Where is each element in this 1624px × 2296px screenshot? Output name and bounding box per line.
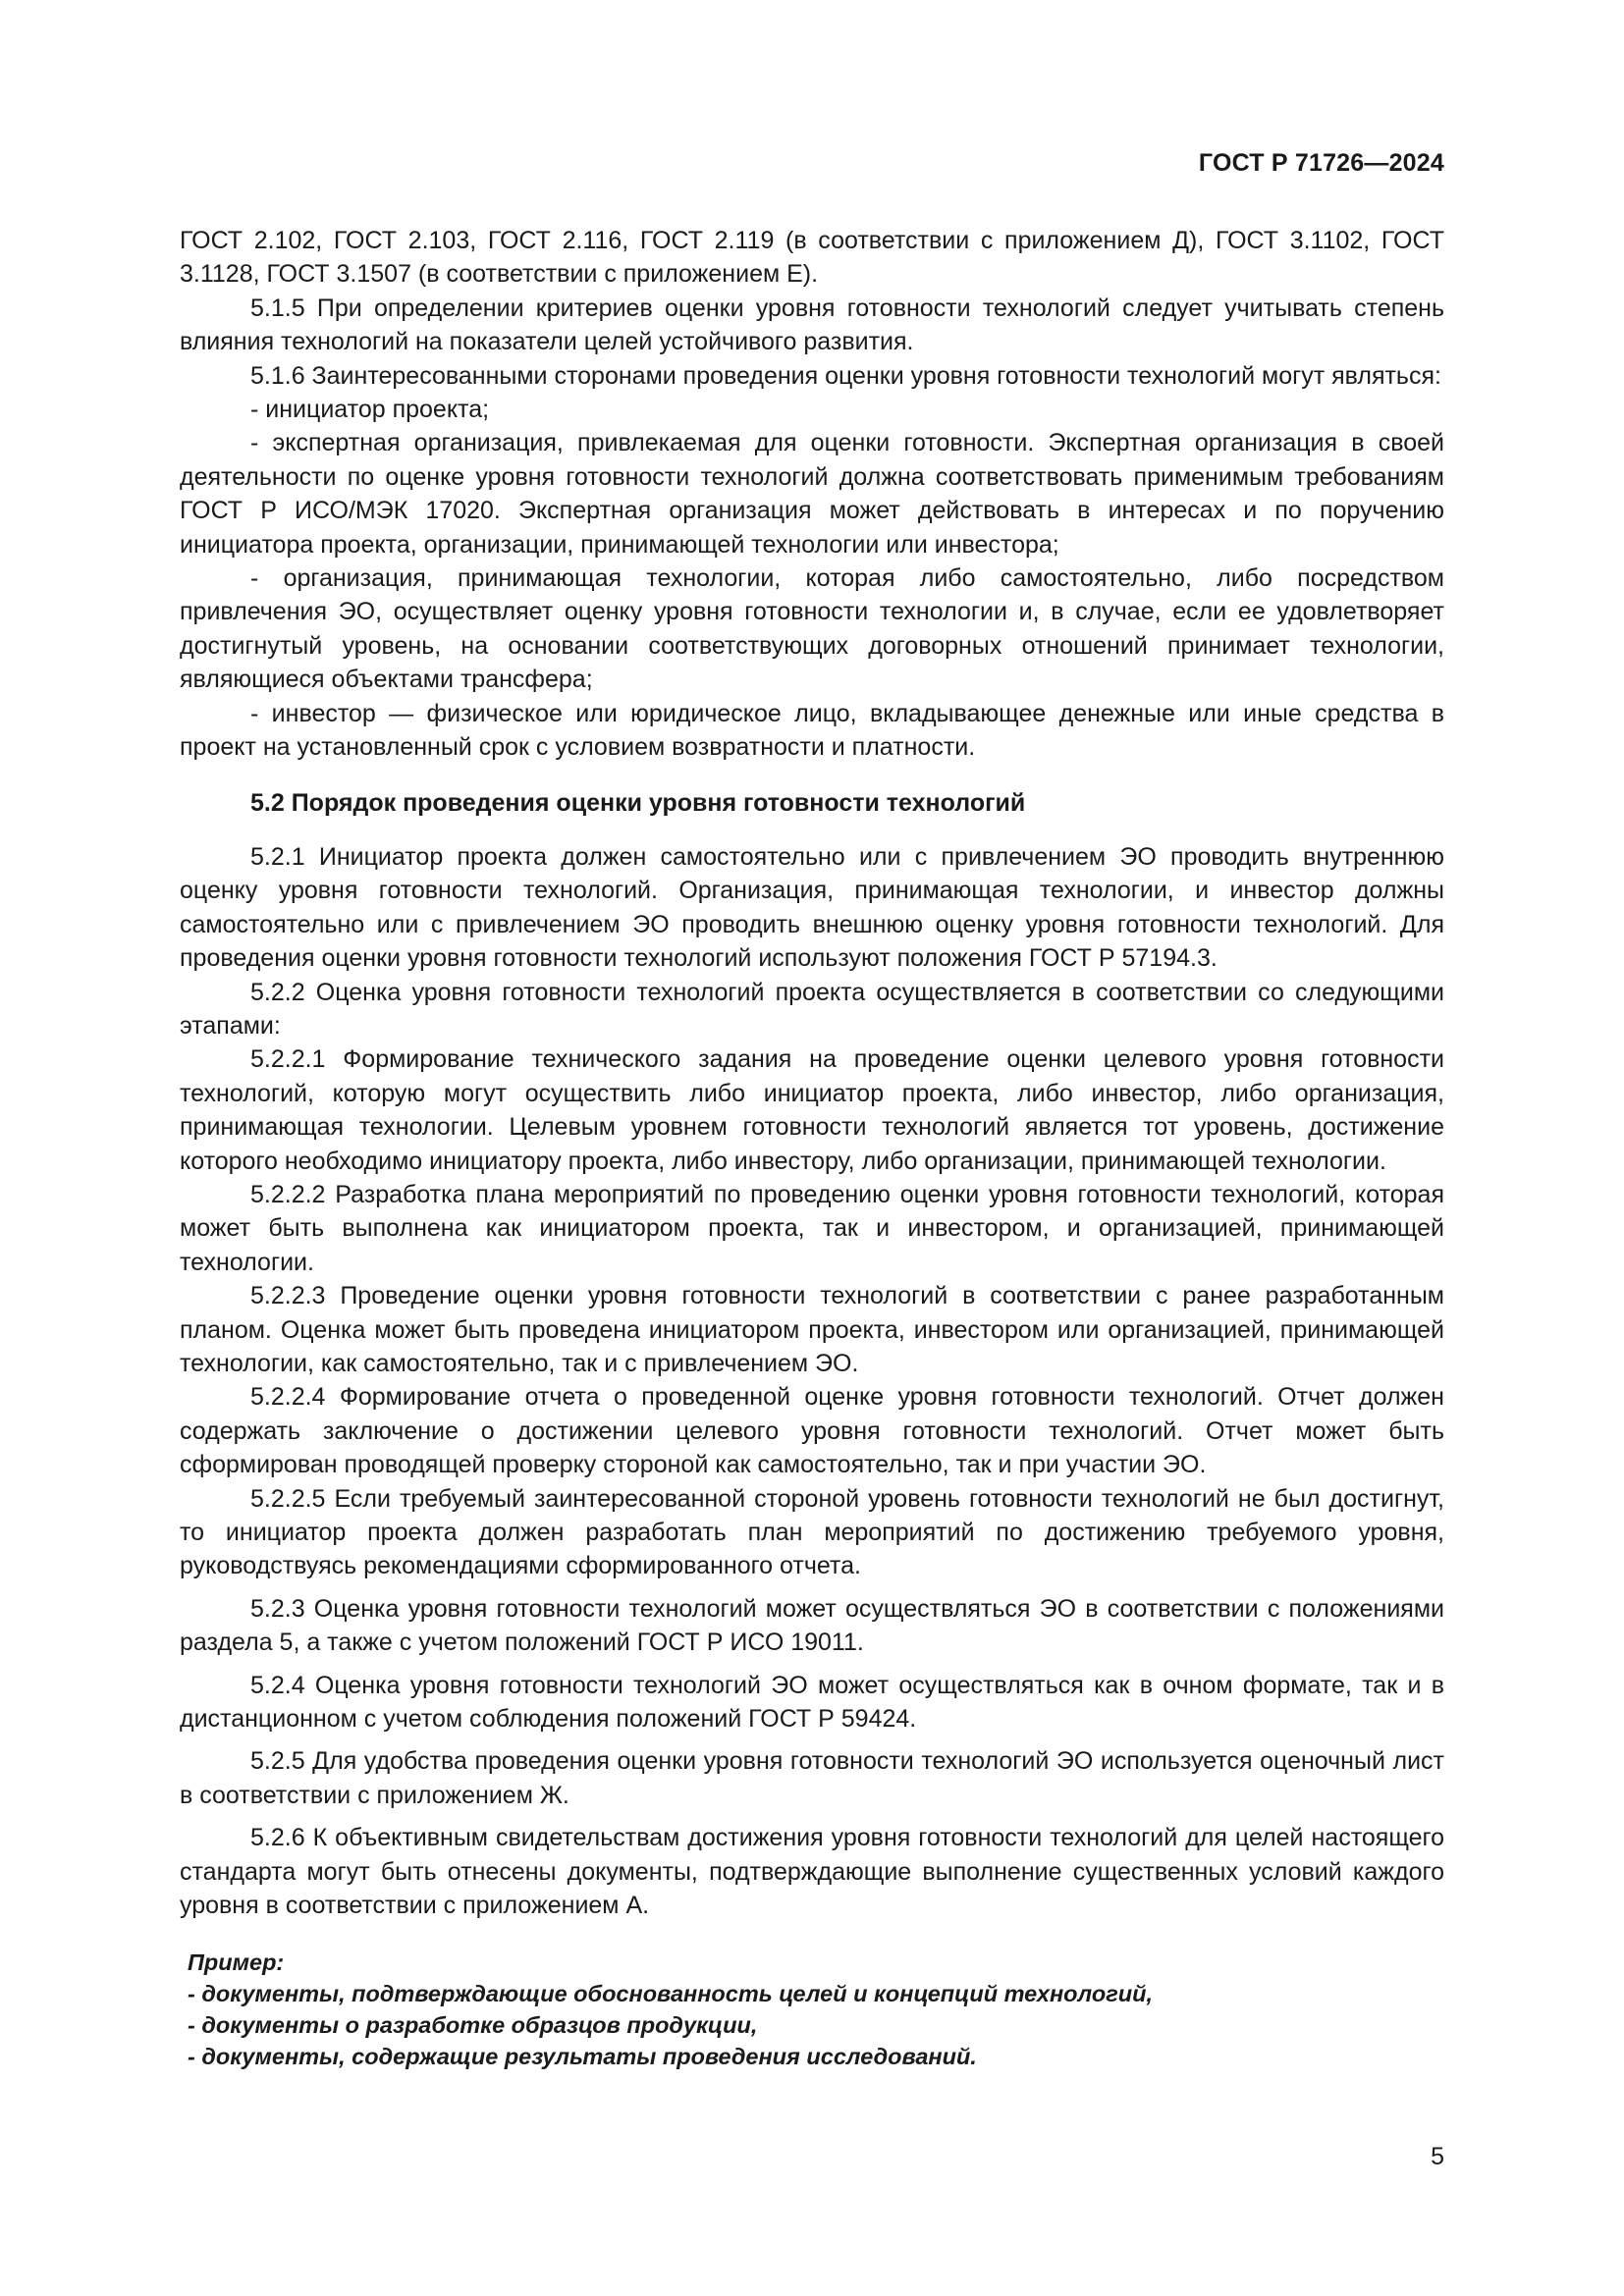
clause-5-2-2-2: 5.2.2.2 Разработка плана мероприятий по проведению оценки уровня готовности технологий, которая может быть выполнена как инициатором проекта, так и инвестором, и организацией, принимающей технологии. xyxy=(180,1180,1444,1276)
list-item-investor: - инвестор — физическое или юридическое лицо, вкладывающее денежные или иные средства в проект на установленный срок с условием возвратности и платности. xyxy=(180,699,1444,762)
clause-5-2-2: 5.2.2 Оценка уровня готовности технологий проекта осуществляется в соответствии со следующими этапами: xyxy=(180,978,1444,1040)
example-label: Пример: xyxy=(188,1949,285,1975)
clause-5-2-2-1: 5.2.2.1 Формирование технического задания на проведение оценки целевого уровня готовности технологий, которую могут осуществить либо инициатор проекта, либо инвестор, либо организация, принимающая технологии. Целевым уровнем готовности технологий является тот уровень, достижение которого необходимо инициатору проекта, либо инвестору, либо организации, принимающей технологии. xyxy=(180,1045,1444,1175)
page-number: 5 xyxy=(1431,2143,1444,2170)
example-item: - документы, подтверждающие обоснованность целей и концепций технологий, xyxy=(188,1980,1153,2006)
clause-5-2-1: 5.2.1 Инициатор проекта должен самостоятельно или с привлечением ЭО проводить внутреннюю оценку уровня готовности технологий. Организация, принимающая технологии, и инвестор должны самостоятельно или с привлечением ЭО проводить внешнюю оценку уровня готовности технологий. Для проведения оценки уровня готовности технологий используют положения ГОСТ Р 57194.3. xyxy=(180,842,1444,973)
clause-5-2-6: 5.2.6 К объективным свидетельствам достижения уровня готовности технологий для целей настоящего стандарта могут быть отнесены документы, подтверждающие выполнение существенных условий каждого уровня в соответствии с приложением А. xyxy=(180,1824,1444,1920)
clause-5-2-5: 5.2.5 Для удобства проведения оценки уровня готовности технологий ЭО используется оценочный лист в соответствии с приложением Ж. xyxy=(180,1747,1444,1809)
list-item-initiator: - инициатор проекта; xyxy=(250,396,490,424)
example-item: - документы о разработке образцов продукции, xyxy=(188,2011,758,2038)
paragraph-continuation: ГОСТ 2.102, ГОСТ 2.103, ГОСТ 2.116, ГОСТ 2.119 (в соответствии с приложением Д), ГОСТ 3.1102, ГОСТ 3.1128, ГОСТ 3.1507 (в соответствии с приложением Е). xyxy=(180,227,1444,289)
clause-5-2-2-3: 5.2.2.3 Проведение оценки уровня готовности технологий в соответствии с ранее разработанным планом. Оценка может быть проведена инициатором проекта, инвестором или организацией, принимающей технологии, как самостоятельно, так и с привлечением ЭО. xyxy=(180,1282,1444,1377)
clause-5-1-6: 5.1.6 Заинтересованными сторонами проведения оценки уровня готовности технологий могут являться: xyxy=(250,361,1441,390)
document-body xyxy=(180,224,1444,2072)
clause-5-2-2-4: 5.2.2.4 Формирование отчета о проведенной оценке уровня готовности технологий. Отчет должен содержать заключение о достижении целевого уровня готовности технологий. Отчет может быть сформирован проводящей проверку стороной как самостоятельно, так и при участии ЭО. xyxy=(180,1383,1444,1479)
example-block xyxy=(180,1947,1444,2072)
clause-5-2-3: 5.2.3 Оценка уровня готовности технологий может осуществляться ЭО в соответствии с положениями раздела 5, а также с учетом положений ГОСТ Р ИСО 19011. xyxy=(180,1594,1444,1657)
clause-5-2-4: 5.2.4 Оценка уровня готовности технологий ЭО может осуществляться как в очном формате, так и в дистанционном с учетом соблюдения положений ГОСТ Р 59424. xyxy=(180,1671,1444,1734)
clause-5-1-5: 5.1.5 При определении критериев оценки уровня готовности технологий следует учитывать степень влияния технологий на показатели целей устойчивого развития. xyxy=(180,294,1444,356)
clause-5-2-2-5: 5.2.2.5 Если требуемый заинтересованной стороной уровень готовности технологий не был достигнут, то инициатор проекта должен разработать план мероприятий по достижению требуемого уровня, руководствуясь рекомендациями сформированного отчета. xyxy=(180,1484,1444,1580)
document-code-header: ГОСТ Р 71726—2024 xyxy=(1198,149,1444,177)
section-5-2-heading: 5.2 Порядок проведения оценки уровня готовности технологий xyxy=(250,788,1026,817)
example-item: - документы, содержащие результаты проведения исследований. xyxy=(188,2043,977,2069)
list-item-expert-organization: - экспертная организация, привлекаемая для оценки готовности. Экспертная организация в своей деятельности по оценке уровня готовности технологий должна соответствовать применимым требованиям ГОСТ Р ИСО/МЭК 17020. Экспертная организация может действовать в интересах и по поручению инициатора проекта, организации, принимающей технологии или инвестора; xyxy=(180,429,1444,559)
list-item-receiving-organization: - организация, принимающая технологии, которая либо самостоятельно, либо посредством привлечения ЭО, осуществляет оценку уровня готовности технологии и, в случае, если ее удовлетворяет достигнутый уровень, на основании соответствующих договорных отношений принимает технологии, являющиеся объектами трансфера; xyxy=(180,564,1444,694)
